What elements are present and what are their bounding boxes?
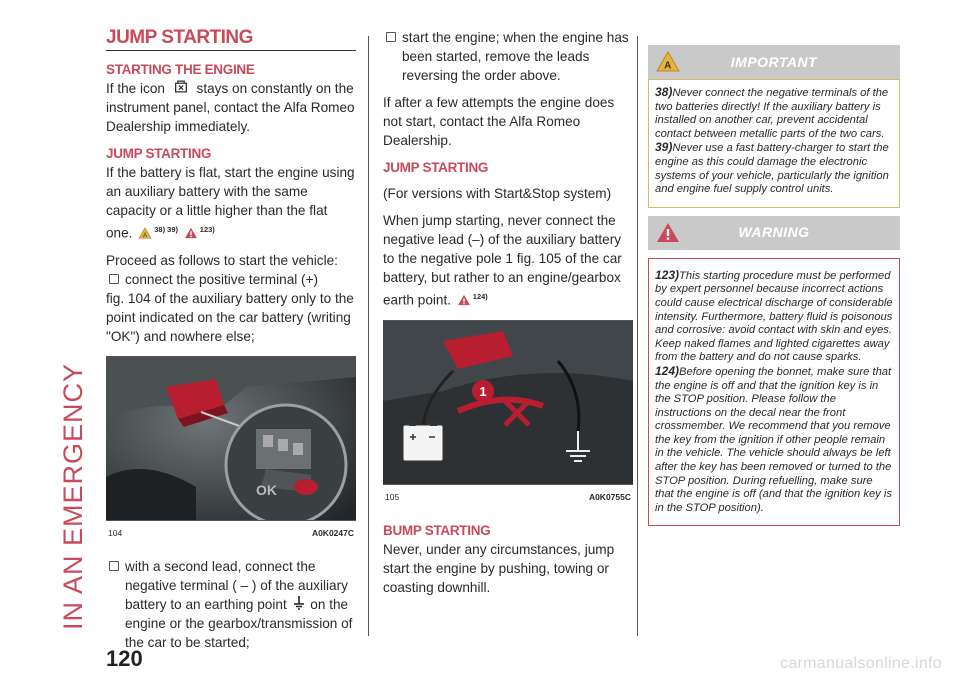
list-item-start-engine: start the engine; when the engine has been started, remove the leads reversing the order above. — [383, 28, 629, 85]
figure-105-number: 105 — [385, 491, 400, 502]
ref-124: 124) — [472, 292, 488, 301]
start-stop-battery-photo — [383, 321, 633, 484]
callout-marker-1: 1 — [479, 383, 487, 399]
side-section-title — [48, 18, 88, 638]
figure-104-number: 104 — [108, 527, 123, 538]
column-divider-2 — [637, 36, 638, 636]
side-section-title-text: IN AN EMERGENCY — [58, 362, 88, 630]
heading-bump-starting: BUMP STARTING — [383, 522, 491, 538]
ground-icon — [293, 596, 305, 610]
ref-123: 123) — [199, 225, 215, 234]
warning-item-123: 123)This starting procedure must be performed by expert personnel because incorrect actions could cause electrical discharge of considerable intensity. Furthermore, battery fluid is poisonous and corrosive: avoid contact with skin and eyes. Keep naked flames and lighted cigarettes away from the battery and do not cause sparks. — [655, 267, 893, 364]
list-item-positive-terminal: connect the positive terminal (+) — [106, 270, 356, 289]
checkbox-bullet-icon — [109, 561, 119, 571]
ok-label: OK — [256, 481, 277, 498]
figure-105-caption — [383, 484, 633, 507]
warning-icon — [457, 294, 471, 306]
warning-icon — [184, 227, 198, 239]
column-1 — [106, 28, 356, 652]
checkbox-bullet-icon — [386, 32, 396, 42]
warning-item-124: 124)Before opening the bonnet, make sure that the engine is off and that the ignition key is in the STOP position. Please follow the instructions on the decal near the front crossmember. We recommend that you remove the key from the ignition if other people remain in the vehicle. The vehicle should always be left after the key has been removed or turned to the STOP position. During refuelling, make sure that the engine is off (and that the ignition key is in the STOP position). — [655, 363, 892, 514]
important-header — [648, 45, 900, 79]
checkbox-bullet-icon — [109, 274, 119, 284]
important-body — [648, 79, 900, 208]
list-item-negative-terminal: with a second lead, connect the negative terminal ( – ) of the auxiliary battery to an earthing point on the engine or the gearbox/transmission of the car to be started; — [106, 557, 356, 652]
column-divider-1 — [368, 36, 369, 636]
battery-terminal-illustration — [106, 357, 356, 520]
column-3 — [648, 45, 900, 526]
warning-body — [648, 258, 900, 527]
heading-starting-engine: STARTING THE ENGINE — [106, 62, 255, 77]
warning-header — [648, 216, 900, 250]
paragraph-proceed: Proceed as follows to start the vehicle: — [106, 252, 338, 268]
paragraph-flat-battery: If the battery is flat, start the engine using an auxiliary battery with the same capacity or a little higher than the flat one. A $^{38) 39)}$ $^{123)}$ — [106, 165, 355, 241]
page-number: 120 — [106, 646, 143, 671]
column-2 — [383, 28, 629, 605]
important-item-38: 38)Never connect the negative terminals of the two batteries directly! If the auxiliary battery is installed on another car, prevent accidental contact between metallic parts of the two cars. — [655, 85, 889, 140]
important-icon — [656, 51, 680, 72]
important-icon — [138, 227, 152, 239]
battery-terminal-photo — [106, 357, 356, 520]
page-title: JUMP STARTING — [106, 28, 356, 51]
figure-104 — [106, 356, 356, 543]
figure-105-code: A0K0755C — [588, 491, 631, 502]
figure-104-caption — [106, 520, 356, 543]
paragraph-start-stop: (For versions with Start&Stop system) — [383, 186, 612, 201]
warning-icon — [656, 222, 680, 243]
svg-text:A: A — [143, 232, 148, 239]
start-stop-battery-illustration — [383, 321, 633, 484]
important-item-39: 39)Never use a fast battery-charger to start the engine as this could damage the electronic systems of your vehicle, particularly the ignition and engine fuel supply control units. — [655, 140, 889, 196]
svg-text:A: A — [664, 60, 672, 72]
warning-title: WARNING — [738, 224, 810, 241]
paragraph-bump-starting: Never, under any circumstances, jump start the engine by pushing, towing or coasting downhill. — [383, 541, 615, 595]
engine-failure-icon — [171, 79, 191, 94]
paragraph-after-attempts: If after a few attempts the engine does not start, contact the Alfa Romeo Dealership. — [383, 95, 615, 148]
figure-105 — [383, 320, 633, 507]
figure-104-code: A0K0247C — [311, 527, 354, 538]
heading-jump-starting-ss: JUMP STARTING — [383, 160, 489, 175]
watermark-text: carmanualsonline.info — [780, 655, 942, 672]
paragraph-icon-warning: If the icon stays on constantly on the instrument panel, contact the Alfa Romeo Dealership immediately. — [106, 81, 355, 134]
paragraph-never-connect: When jump starting, never connect the negative lead (–) of the auxiliary battery to the negative pole 1 fig. 105 of the car battery, but rather to an engine/gearbox earth point. $^{124)}$ — [383, 213, 622, 308]
ref-38-39: 38) 39) — [154, 225, 179, 234]
important-title: IMPORTANT — [730, 53, 818, 70]
list-item-positive-terminal-cont: fig. 104 of the auxiliary battery only to the point indicated on the car battery (writing "OK") and nowhere else; — [106, 290, 354, 344]
heading-jump-starting: JUMP STARTING — [106, 146, 212, 161]
